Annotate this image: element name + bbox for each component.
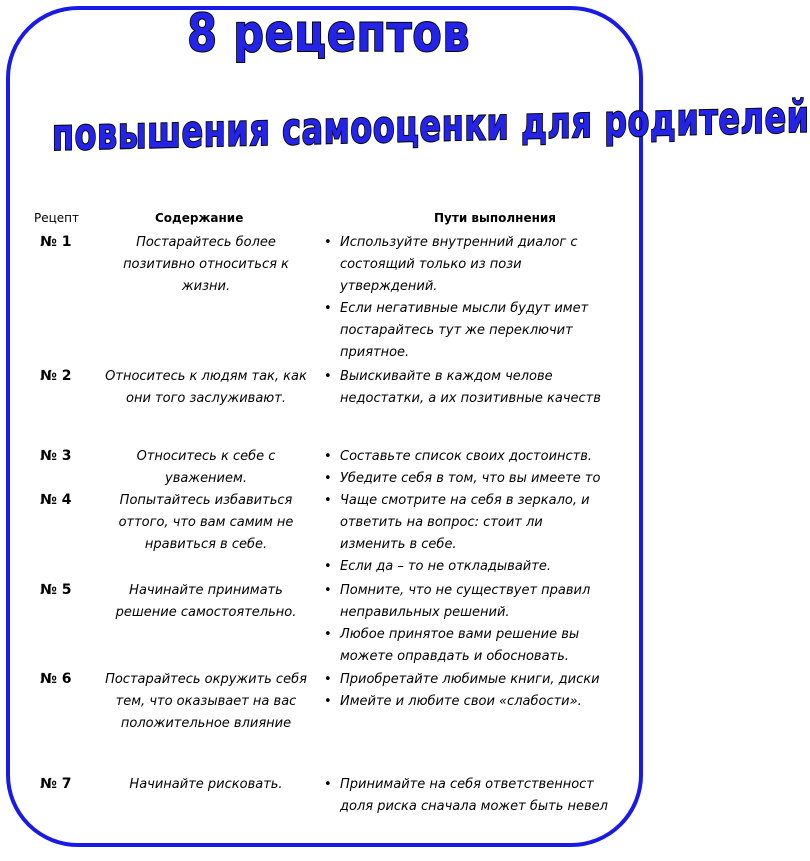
bullet-icon: •: [324, 627, 332, 642]
way-item: [322, 669, 622, 691]
recipe-number: № 6: [40, 671, 72, 687]
way-line: ответить на вопрос: стоит ли: [340, 515, 543, 530]
recipe-content: Начинайте принимать решение самостоятельно.: [115, 583, 297, 620]
recipe-content: Начинайте рисковать.: [129, 777, 283, 792]
recipe-content: Относитесь к людям так, как они того заслуживают.: [105, 369, 307, 406]
header-ways: Пути выполнения: [434, 211, 557, 225]
way-item: [322, 468, 622, 490]
way-line: Составьте список своих достоинств.: [340, 449, 593, 464]
bullet-icon: •: [324, 301, 332, 316]
header-content: Содержание: [155, 211, 244, 225]
recipe-ways-list: [322, 366, 622, 410]
recipe-number: № 3: [40, 448, 72, 464]
bullet-icon: •: [324, 471, 332, 486]
recipe-ways-list: [322, 446, 622, 490]
title-line-2: повышения самооценки для родителей: [52, 91, 810, 161]
way-item: [322, 446, 622, 468]
bullet-icon: •: [324, 369, 332, 384]
recipe-ways-list: [322, 232, 622, 364]
way-line: недостатки, а их позитивные качеств: [340, 391, 601, 406]
recipe-ways-list: [322, 669, 622, 713]
way-line: неправильных решений.: [340, 605, 510, 620]
way-line: постарайтесь тут же переключит: [340, 323, 573, 338]
way-line: Чаще смотрите на себя в зеркало, и: [340, 493, 590, 508]
way-item: [322, 232, 622, 298]
way-line: Приобретайте любимые книги, диски: [340, 672, 600, 687]
bullet-icon: •: [324, 672, 332, 687]
way-line: можете оправдать и обосновать.: [340, 649, 569, 664]
way-item: [322, 774, 622, 818]
header-recipe: Рецепт: [34, 211, 80, 225]
way-line: Если да – то не откладывайте.: [340, 559, 551, 574]
way-line: Имейте и любите свои «слабости».: [340, 694, 582, 709]
way-item: [322, 490, 622, 556]
way-line: Если негативные мысли будут имет: [340, 301, 589, 316]
way-line: Используйте внутренний диалог с: [340, 235, 578, 250]
bullet-icon: •: [324, 449, 332, 464]
way-item: [322, 691, 622, 713]
recipe-ways-list: [322, 580, 622, 668]
title-line-1: 8 рецептов: [187, 4, 471, 64]
way-line: Помните, что не существует правил: [340, 583, 591, 598]
recipe-number: № 7: [40, 776, 72, 792]
way-line: доля риска сначала может быть невел: [340, 799, 608, 814]
recipe-content: Относитесь к себе с уважением.: [136, 449, 276, 486]
way-line: приятное.: [340, 345, 410, 360]
recipe-number: № 5: [40, 582, 72, 598]
recipe-ways-list: [322, 774, 622, 818]
way-line: изменить в себе.: [340, 537, 457, 552]
bullet-icon: •: [324, 559, 332, 574]
bullet-icon: •: [324, 583, 332, 598]
recipe-content: Постарайтесь более позитивно относиться к жизни.: [123, 235, 289, 294]
recipe-number: № 4: [40, 492, 72, 508]
way-line: Выискивайте в каждом челове: [340, 369, 553, 384]
way-line: состоящий только из пози: [340, 257, 522, 272]
bullet-icon: •: [324, 235, 332, 250]
way-item: [322, 366, 622, 410]
way-item: [322, 580, 622, 624]
recipe-ways-list: [322, 490, 622, 578]
recipe-content: Постарайтесь окружить себя тем, что оказывает на вас положительное влияние: [105, 672, 307, 731]
recipe-content: Попытайтесь избавиться оттого, что вам самим не нравиться в себе.: [118, 493, 294, 552]
bullet-icon: •: [324, 777, 332, 792]
bullet-icon: •: [324, 694, 332, 709]
recipe-number: № 1: [40, 234, 72, 250]
way-line: Любое принятое вами решение вы: [340, 627, 580, 642]
bullet-icon: •: [324, 493, 332, 508]
way-item: [322, 298, 622, 364]
way-line: Убедите себя в том, что вы имеете то: [340, 471, 601, 486]
recipe-number: № 2: [40, 368, 72, 384]
way-line: Принимайте на себя ответственност: [340, 777, 594, 792]
way-line: утверждений.: [340, 279, 438, 294]
way-item: [322, 624, 622, 668]
way-item: [322, 556, 622, 578]
